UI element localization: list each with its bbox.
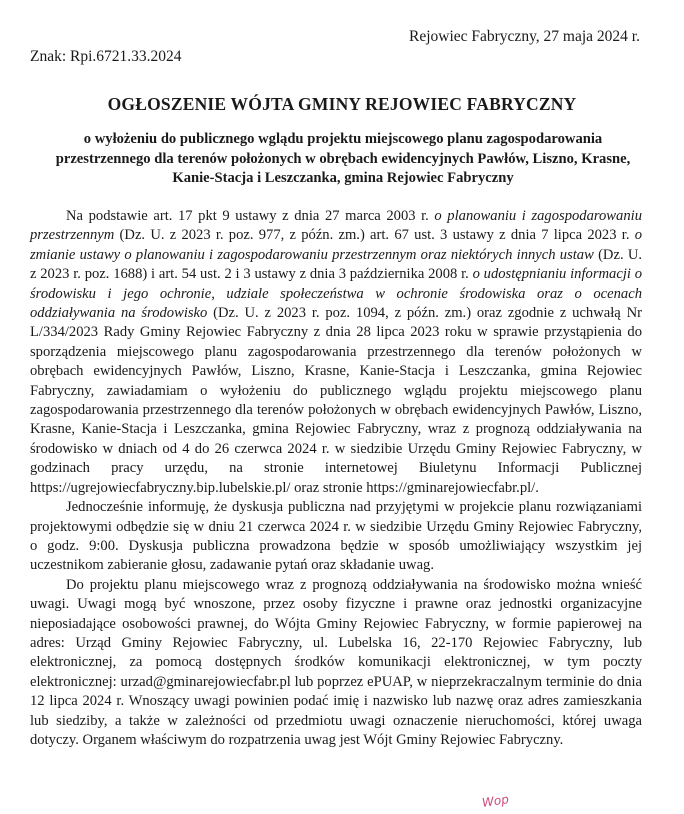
document-date: Rejowiec Fabryczny, 27 maja 2024 r.: [408, 28, 640, 45]
handwritten-initials: Wop: [481, 792, 510, 810]
act-title-italic: o planowaniu i zagospodarowaniu przestrzennym: [30, 208, 642, 244]
text-segment: (Dz. U. z 2023 r. poz. 977, z późn. zm.) art. 67 ust. 3 ustawy z dnia 7 lipca 2023 r.: [114, 227, 635, 244]
text-segment: Na podstawie art. 17 pkt 9 ustawy z dnia 27 marca 2003 r.: [66, 208, 435, 224]
text-segment: (Dz. U. z 2023 r. poz. 1094, z późn. zm.) oraz zgodnie z uchwałą Nr L/334/2023 Rady Gminy Rejowiec Fabryczny z dnia 28 lipca 2023 roku w sprawie przystąpienia do sporządzenia miejscowego planu zagospodarowania przestrzennego dla terenów położonych w obrębach ewidencyjnych Pawłów, Liszno, Krasne, Kanie-Stacja i Leszczanka, gmina Rejowiec Fabryczny, zawiadamiam o wyłożeniu do publicznego wglądu projektu miejscowego planu zagospodarowania przestrzennego dla terenów położonych w obrębach ewidencyjnych Pawłów, Liszno, Krasne, Kanie-Stacja i Leszczanka, gmina Rejowiec Fabryczny, wraz z prognozą oddziaływania na środowisko w dniach od 4 do 26 czerwca 2024 r. w siedzibie Urzędu Gminy Rejowiec Fabryczny, w godzinach pracy urzędu, na stronie internetowej Biuletynu Informacji Publicznej https://ugrejowiecfabryczny.bip.lubelskie.pl/ oraz stronie https://gminarejowiecfabr.pl/.: [30, 305, 642, 496]
document-body: [30, 207, 642, 750]
paragraph-public-discussion: Jednocześnie informuję, że dyskusja publiczna nad przyjętymi w projekcie planu rozwiązaniami projektowymi odbędzie się w dniu 21 czerwca 2024 r. w siedzibie Urzędu Gminy Rejowiec Fabryczny, o godz. 9:00. Dyskusja publiczna prowadzona będzie w sposób umożliwiający wszystkim jej uczestnikom zabieranie głosu, zadawanie pytań oraz składanie uwag.: [30, 499, 642, 574]
act-title-italic: o zmianie ustawy o planowaniu i zagospodarowaniu przestrzennym oraz niektórych innych ustaw: [30, 227, 642, 263]
paragraph-legal-basis: [30, 207, 642, 498]
act-title-italic: o udostępnianiu informacji o środowisku i jego ochronie, udziale społeczeństwa w ochronie środowiska oraz o ocenach oddziaływania na środowisko: [30, 266, 642, 322]
document-title: OGŁOSZENIE WÓJTA GMINY REJOWIEC FABRYCZNY: [107, 94, 577, 114]
document-subtitle: o wyłożeniu do publicznego wglądu projektu miejscowego planu zagospodarowania przestrzennego dla terenów położonych w obrębach ewidencyjnych Pawłów, Liszno, Krasne, Kanie-Stacja i Leszczanka, gmina Rejowiec Fabryczny: [55, 131, 631, 186]
reference-number: Znak: Rpi.6721.33.2024: [30, 48, 182, 65]
paragraph-comments: Do projektu planu miejscowego wraz z prognozą oddziaływania na środowisko można wnieść uwagi. Uwagi mogą być wnoszone, przez osoby fizyczne i prawne oraz jednostki organizacyjne nieposiadające osobowości prawnej, do Wójta Gminy Rejowiec Fabryczny, w formie papierowej na adres: Urząd Gminy Rejowiec Fabryczny, ul. Lubelska 16, 22-170 Rejowiec Fabryczny, lub elektronicznej, za pomocą dostępnych środków komunikacji elektronicznej, w tym poczty elektronicznej: urzad@gminarejowiecfabr.pl lub poprzez ePUAP, w nieprzekraczalnym terminie do dnia 12 lipca 2024 r. Wnoszący uwagi powinien podać imię i nazwisko lub nazwę oraz adres zamieszkania lub siedziby, a także w zależności od przedmiotu uwagi oznaczenie nieruchomości, której uwaga dotyczy. Organem właściwym do rozpatrzenia uwag jest Wójt Gminy Rejowiec Fabryczny.: [30, 576, 642, 748]
text-segment: (Dz. U. z 2023 r. poz. 1688) i art. 54 ust. 2 i 3 ustawy z dnia 3 października 2008 r.: [30, 246, 643, 283]
